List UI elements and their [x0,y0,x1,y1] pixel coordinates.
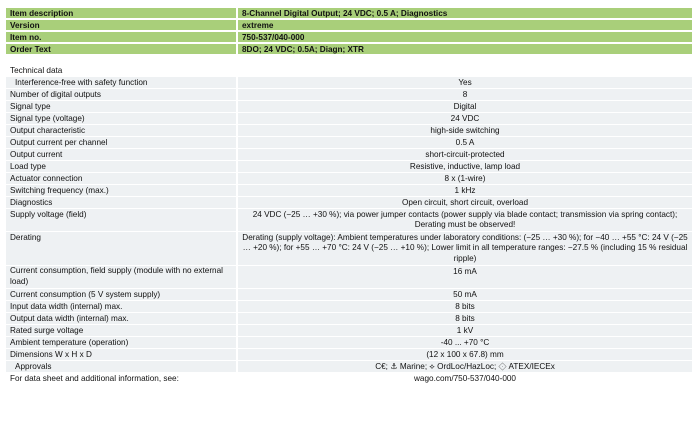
spec-value: Open circuit, short circuit, overload [238,197,692,208]
table-row [6,161,692,172]
table-row [6,232,692,265]
table-row [6,197,692,208]
table-row [6,289,692,300]
spec-label: Interference-free with safety function [6,77,236,88]
spec-value: short-circuit-protected [238,149,692,160]
spec-label: Rated surge voltage [6,325,236,336]
header-row [6,44,692,54]
spec-label: Derating [6,232,236,265]
table-row [6,149,692,160]
spec-label: Dimensions W x H x D [6,349,236,360]
spec-label: Output current per channel [6,137,236,148]
header-label: Order Text [6,44,236,54]
spec-label: Number of digital outputs [6,89,236,100]
spec-value: 16 mA [238,266,692,288]
datasheet [4,6,694,385]
spec-label: Current consumption (5 V system supply) [6,289,236,300]
spec-label: Input data width (internal) max. [6,301,236,312]
table-row [6,266,692,288]
spec-value: 24 VDC [238,113,692,124]
spec-value: 1 kHz [238,185,692,196]
spec-value: 8 bits [238,313,692,324]
spec-label: Ambient temperature (operation) [6,337,236,348]
table-row [6,185,692,196]
section-title-row [6,65,692,76]
spec-label: Switching frequency (max.) [6,185,236,196]
spec-label: Approvals [6,361,236,372]
table-row [6,349,692,360]
table-row [6,173,692,184]
spec-label: Output data width (internal) max. [6,313,236,324]
spec-value: high-side switching [238,125,692,136]
spec-label: Diagnostics [6,197,236,208]
approvals-value: C€; ⚓ Marine; ⟡ OrdLoc/HazLoc; ⟐ ATEX/IECEx [238,361,692,372]
header-value: extreme [238,20,692,30]
table-row [6,137,692,148]
header-value: 750-537/040-000 [238,32,692,42]
spec-value: 8 x (1-wire) [238,173,692,184]
spec-value: Resistive, inductive, lamp load [238,161,692,172]
table-row [6,361,692,372]
footer-row [6,373,692,384]
item-header-table [4,6,694,56]
technical-data-table [4,64,694,385]
spec-value: -40 ... +70 °C [238,337,692,348]
spec-label: Actuator connection [6,173,236,184]
header-label: Item description [6,8,236,18]
header-row [6,20,692,30]
table-row [6,325,692,336]
spec-value: 0.5 A [238,137,692,148]
spec-label: Supply voltage (field) [6,209,236,231]
spec-label: Output characteristic [6,125,236,136]
spec-value: 1 kV [238,325,692,336]
spec-value: (12 x 100 x 67.8) mm [238,349,692,360]
table-row [6,125,692,136]
table-row [6,337,692,348]
table-row [6,77,692,88]
section-title: Technical data [6,65,236,76]
spec-label: Output current [6,149,236,160]
spec-value: 8 bits [238,301,692,312]
spec-label: Signal type (voltage) [6,113,236,124]
table-row [6,101,692,112]
spec-value: 8 [238,89,692,100]
header-row [6,8,692,18]
spec-value: 50 mA [238,289,692,300]
header-label: Item no. [6,32,236,42]
table-row [6,209,692,231]
table-row [6,313,692,324]
header-label: Version [6,20,236,30]
spec-value: 24 VDC (−25 … +30 %); via power jumper contacts (power supply via blade contact; transmission via spring contact); Derating must be observed! [238,209,692,231]
table-row [6,301,692,312]
spec-value: Derating (supply voltage): Ambient temperatures under laboratory conditions: (−25 … +30 %); for −40 … +55 °C: 24 V (−25 … +20 %); for +55 … +70 °C: 24 V (−25 … +10 %); Lower limit in all temperature ranges: −27.5 % (including 15 % residual ripple) [238,232,692,265]
spec-value: Digital [238,101,692,112]
header-value: 8DO; 24 VDC; 0.5A; Diagn; XTR [238,44,692,54]
spec-label: Load type [6,161,236,172]
spec-value: Yes [238,77,692,88]
table-row [6,113,692,124]
header-row [6,32,692,42]
table-row [6,89,692,100]
spec-label: Signal type [6,101,236,112]
spec-label: Current consumption, field supply (module with no external load) [6,266,236,288]
datasheet-link[interactable]: wago.com/750-537/040-000 [238,373,692,384]
header-value: 8-Channel Digital Output; 24 VDC; 0.5 A; Diagnostics [238,8,692,18]
footer-label: For data sheet and additional information, see: [6,373,236,384]
